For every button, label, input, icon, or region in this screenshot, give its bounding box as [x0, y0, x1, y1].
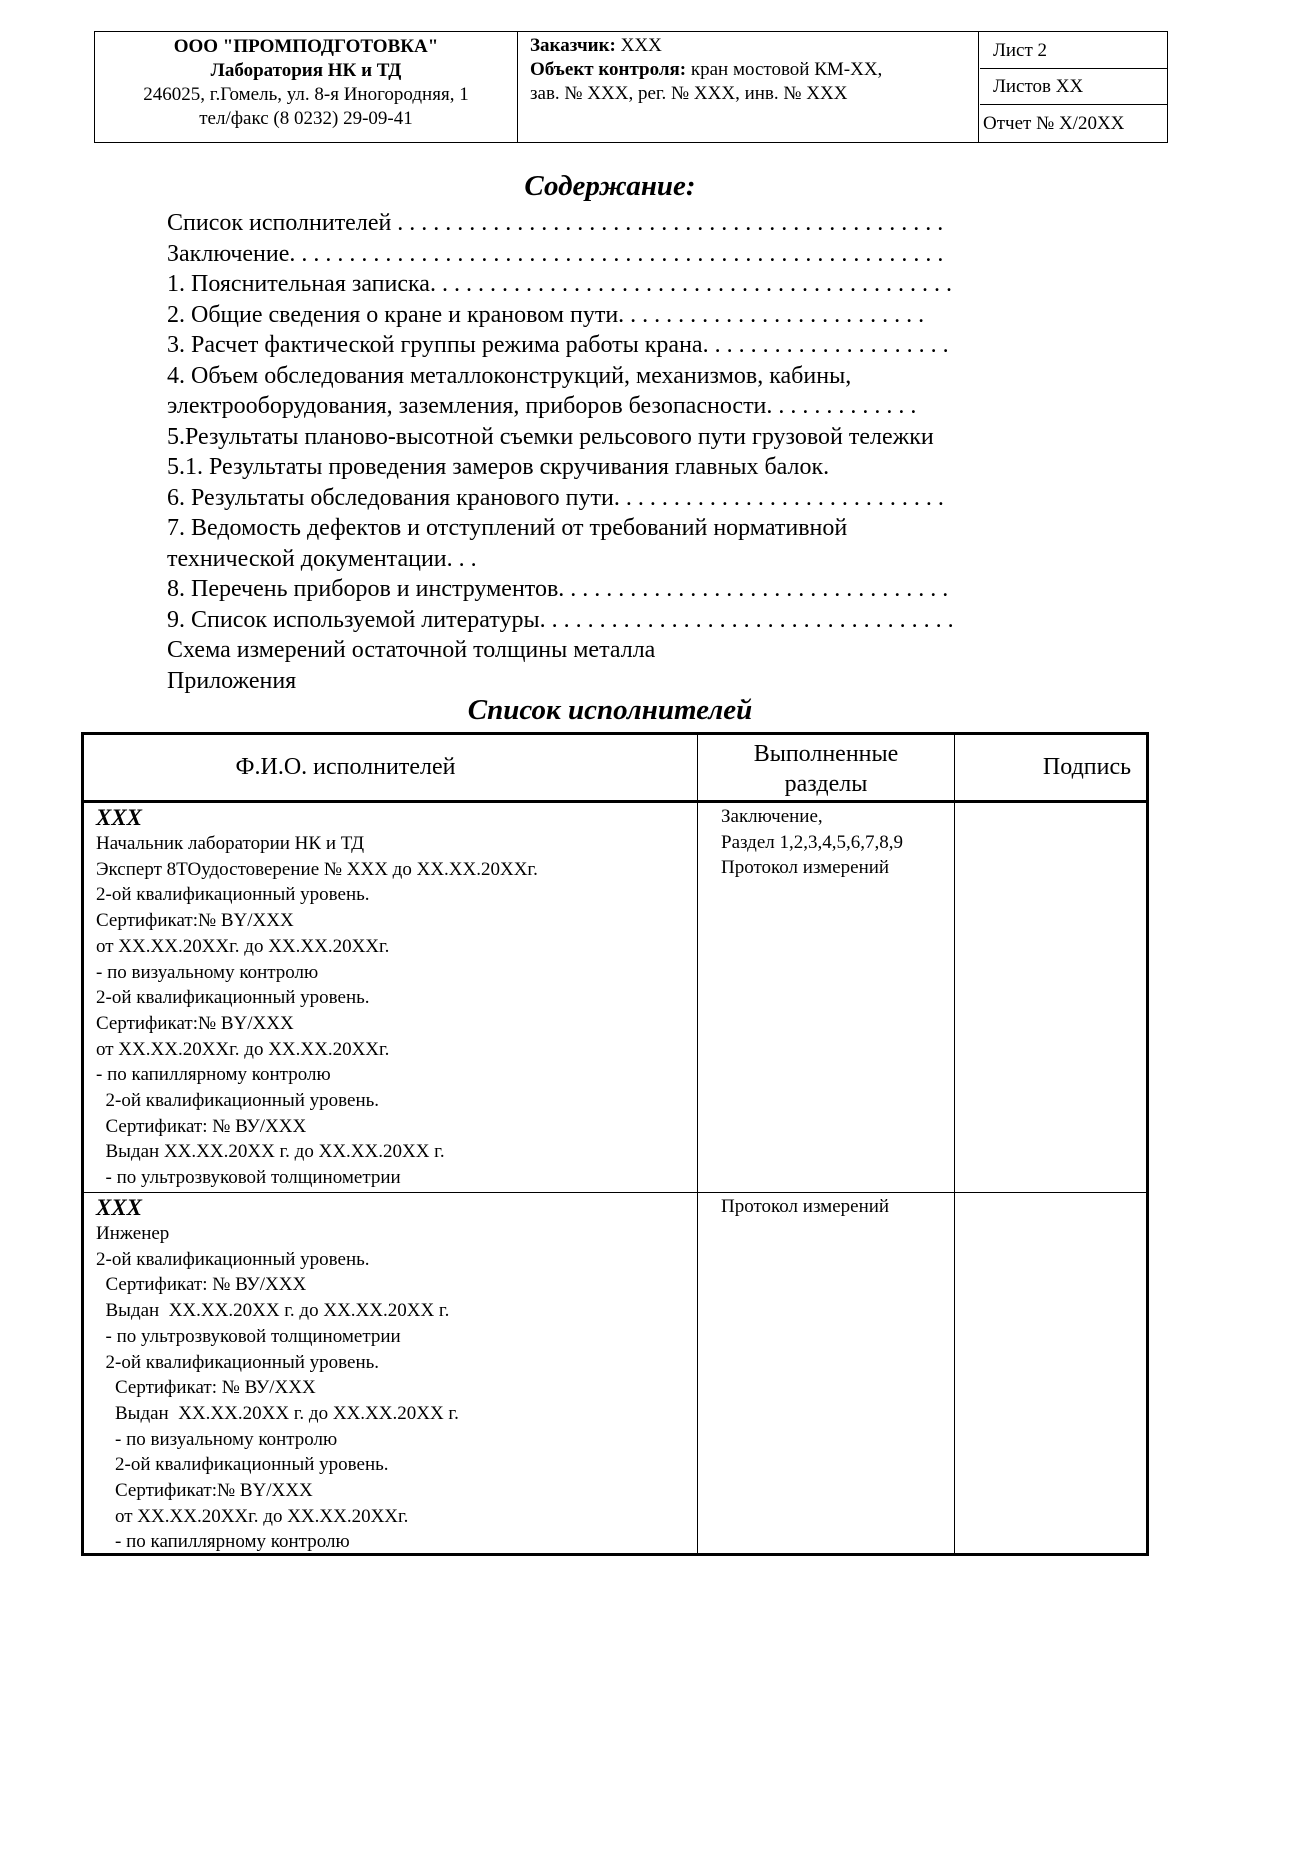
document-header	[94, 31, 1168, 143]
executor-detail-line: Начальник лаборатории НК и ТД	[96, 833, 365, 854]
section-item: Раздел 1,2,3,4,5,6,7,8,9	[721, 831, 903, 853]
executor-detail-line: 2-ой квалификационный уровень.	[96, 1351, 380, 1373]
contents-item: 2. Общие сведения о кране и крановом пути. . . . . . . . . . . . . . . . . . . . . . . . . .	[167, 301, 925, 328]
executors-title: Список исполнителей	[467, 694, 753, 726]
executor-detail-line: - по ультрозвуковой толщинометрии	[96, 1167, 401, 1189]
sheets-total: Листов ХХ	[980, 69, 1167, 105]
executor-detail-line: Выдан ХХ.ХХ.20ХХ г. до ХХ.ХХ.20ХХ г.	[96, 1300, 450, 1322]
contents-item: 3. Расчет фактической группы режима работы крана. . . . . . . . . . . . . . . . . . . . .	[167, 332, 949, 358]
executors-table	[81, 732, 1149, 1556]
executor-detail-line: 2-ой квалификационный уровень.	[96, 987, 370, 1009]
contents-item: технической документации. . .	[167, 545, 477, 572]
column-header-fio: Ф.И.О. исполнителей	[235, 754, 456, 780]
column-header-signature: Подпись	[1042, 754, 1132, 780]
customer-label: Заказчик:	[530, 35, 616, 56]
object-label: Объект контроля:	[530, 59, 687, 80]
executor-name: ХХХ	[96, 805, 143, 830]
executor-detail-line: Сертификат: № ВУ/ХХХ	[96, 1115, 307, 1137]
customer-value: ХХХ	[615, 35, 662, 56]
column-divider	[954, 735, 955, 1553]
contents-item: Приложения	[167, 667, 297, 694]
executor-detail-line: 2-ой квалификационный уровень.	[96, 1090, 380, 1112]
executor-detail-line: - по ультрозвуковой толщинометрии	[96, 1325, 401, 1347]
contents-list	[167, 208, 1067, 696]
organization-address: 246025, г.Гомель, ул. 8-я Иногородняя, 1	[143, 84, 469, 105]
contents-item: 5.Результаты планово-высотной съемки рельсового пути грузовой тележки	[167, 423, 934, 450]
section-item: Протокол измерений	[721, 857, 890, 879]
contents-item: Схема измерений остаточной толщины металла	[167, 637, 656, 663]
contents-item: 5.1. Результаты проведения замеров скручивания главных балок.	[167, 454, 830, 480]
sheet-info-block	[980, 32, 1167, 142]
column-header-sections	[698, 739, 954, 799]
executor-detail-line: Сертификат: № ВУ/ХХХ	[96, 1274, 307, 1296]
column-header-sections-line2: разделы	[784, 771, 868, 797]
contents-item: электрооборудования, заземления, приборов безопасности. . . . . . . . . . . . .	[167, 393, 917, 419]
executor-detail-line: Выдан ХХ.ХХ.20ХХ г. до ХХ.ХХ.20ХХ г.	[96, 1141, 445, 1163]
column-header-sections-line1: Выполненные	[753, 741, 899, 767]
object-line	[530, 58, 968, 82]
contents-item: Список исполнителей . . . . . . . . . . . . . . . . . . . . . . . . . . . . . . . . . . . . . . . . . . . . . .	[167, 210, 944, 236]
executor-detail-line: - по капиллярному контролю	[96, 1531, 350, 1553]
executor-1-sections	[721, 804, 903, 881]
executor-detail-line: от ХХ.ХХ.20ХХг. до ХХ.ХХ.20ХХг.	[96, 1038, 390, 1060]
executor-detail-line: - по капиллярному контролю	[96, 1064, 331, 1086]
executor-detail-line: Сертификат:№ BY/ХХХ	[96, 910, 294, 932]
contents-item: 9. Список используемой литературы. . . . . . . . . . . . . . . . . . . . . . . . . . . . . . . . . . .	[167, 606, 954, 633]
contents-item: 7. Ведомость дефектов и отступлений от требований нормативной	[167, 515, 848, 541]
contents-item: Заключение. . . . . . . . . . . . . . . . . . . . . . . . . . . . . . . . . . . . . . . . . . . . . . . . . . . . . . .	[167, 240, 944, 267]
executor-detail-line: - по визуальному контролю	[96, 961, 319, 983]
contents-item: 8. Перечень приборов и инструментов. . . . . . . . . . . . . . . . . . . . . . . . . . . . . . . . .	[167, 576, 949, 602]
executor-2-sections	[721, 1194, 889, 1220]
executor-detail-line: 2-ой квалификационный уровень.	[96, 884, 370, 906]
executor-detail-line: 2-ой квалификационный уровень.	[96, 1454, 389, 1476]
executor-detail-line: Выдан ХХ.ХХ.20ХХ г. до ХХ.ХХ.20ХХ г.	[96, 1402, 459, 1424]
object-value: кран мостовой КМ-ХХ,	[686, 59, 883, 80]
executor-detail-line: - по визуальному контролю	[96, 1428, 338, 1450]
object-line-2: зав. № ХХХ, рег. № ХХХ, инв. № ХХХ	[530, 83, 848, 104]
row-divider	[84, 1192, 1146, 1193]
executor-detail-line: от ХХ.ХХ.20ХХг. до ХХ.ХХ.20ХХг.	[96, 935, 390, 957]
contents-item: 1. Пояснительная записка. . . . . . . . . . . . . . . . . . . . . . . . . . . . . . . . . . . . . . . . . . . .	[167, 271, 952, 297]
laboratory-name: Лаборатория НК и ТД	[210, 60, 402, 81]
executor-name: ХХХ	[96, 1195, 143, 1220]
organization-block	[95, 32, 518, 142]
executor-2-details	[96, 1194, 459, 1555]
contents-title: Содержание:	[524, 170, 696, 202]
executor-detail-line: Инженер	[96, 1223, 170, 1244]
customer-line	[530, 34, 968, 58]
report-number: Отчет № Х/20ХХ	[983, 113, 1125, 134]
section-item: Заключение,	[721, 806, 823, 827]
executor-1-details	[96, 804, 538, 1191]
column-divider	[697, 735, 698, 1553]
contents-item: 4. Объем обследования металлоконструкций, механизмов, кабины,	[167, 362, 852, 389]
sheet-number: Лист 2	[980, 32, 1167, 69]
organization-name: ООО "ПРОМПОДГОТОВКА"	[173, 36, 439, 57]
section-item: Протокол измерений	[721, 1196, 890, 1217]
organization-phone: тел/факс (8 0232) 29-09-41	[199, 108, 413, 129]
executor-detail-line: от ХХ.ХХ.20ХХг. до ХХ.ХХ.20ХХг.	[96, 1505, 409, 1527]
executor-detail-line: Сертификат:№ BY/ХХХ	[96, 1012, 294, 1034]
customer-block	[518, 32, 979, 142]
header-divider	[84, 800, 1146, 803]
executor-detail-line: Сертификат:№ BY/ХХХ	[96, 1480, 313, 1502]
contents-item: 6. Результаты обследования кранового пути. . . . . . . . . . . . . . . . . . . . . . . . . . . .	[167, 484, 944, 511]
executor-detail-line: 2-ой квалификационный уровень.	[96, 1248, 370, 1270]
executor-detail-line: Эксперт 8ТОудостоверение № ХХХ до ХХ.ХХ.20ХХг.	[96, 858, 538, 880]
executor-detail-line: Сертификат: № ВУ/ХХХ	[96, 1377, 316, 1399]
